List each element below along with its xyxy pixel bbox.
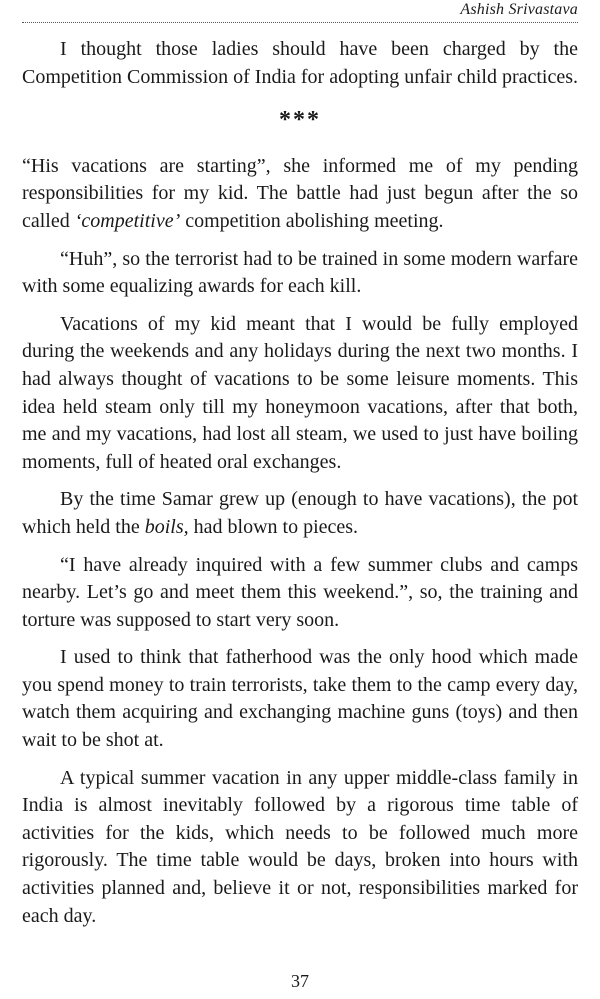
emphasis-competitive: ‘competitive’ — [74, 209, 181, 232]
running-head-author: Ashish Srivastava — [460, 1, 578, 18]
paragraph-3: “Huh”, so the terrorist had to be trained in some modern warfare with some equalizing awards for each kill. — [22, 247, 578, 298]
section-break: *** — [279, 107, 321, 134]
paragraph-7: I used to think that fatherhood was the only hood which made you spend money to train terrorists, take them to the camp every day, watch them acquiring and exchanging machine guns (toys) and then wait to be shot at. — [22, 646, 578, 752]
body-text — [22, 36, 578, 940]
paragraph-6: “I have already inquired with a few summer clubs and camps nearby. Let’s go and meet them this weekend.”, so, the training and torture was supposed to start very soon. — [22, 553, 578, 631]
emphasis-boils: boils, — [144, 515, 189, 538]
paragraph-2: “His vacations are starting”, she informed me of my pending responsibilities for my kid. The battle had just begun after the so called ‘competitive’ competition abolishing meeting. — [22, 154, 578, 232]
page-number: 37 — [291, 971, 309, 991]
paragraph-8: A typical summer vacation in any upper middle-class family in India is almost inevitably followed by a rigorous time table of activities for the kids, which needs to be followed much more rigorously. The time table would be days, broken into hours with activities planned and, believe it or not, responsibilities marked for each day. — [22, 766, 578, 927]
paragraph-1: I thought those ladies should have been charged by the Competition Commission of India for adopting unfair child practices. — [22, 38, 579, 88]
paragraph-4: Vacations of my kid meant that I would be fully employed during the weekends and any holidays during the next two months. I had always thought of vacations to be some leisure moments. This idea held steam only till my honeymoon vacations, after that both, me and my vacations, had lost all steam, we used to just have boiling moments, full of heated oral exchanges. — [22, 312, 578, 473]
paragraph-5: By the time Samar grew up (enough to have vacations), the pot which held the boils, had blown to pieces. — [22, 488, 578, 538]
running-head — [22, 0, 578, 23]
